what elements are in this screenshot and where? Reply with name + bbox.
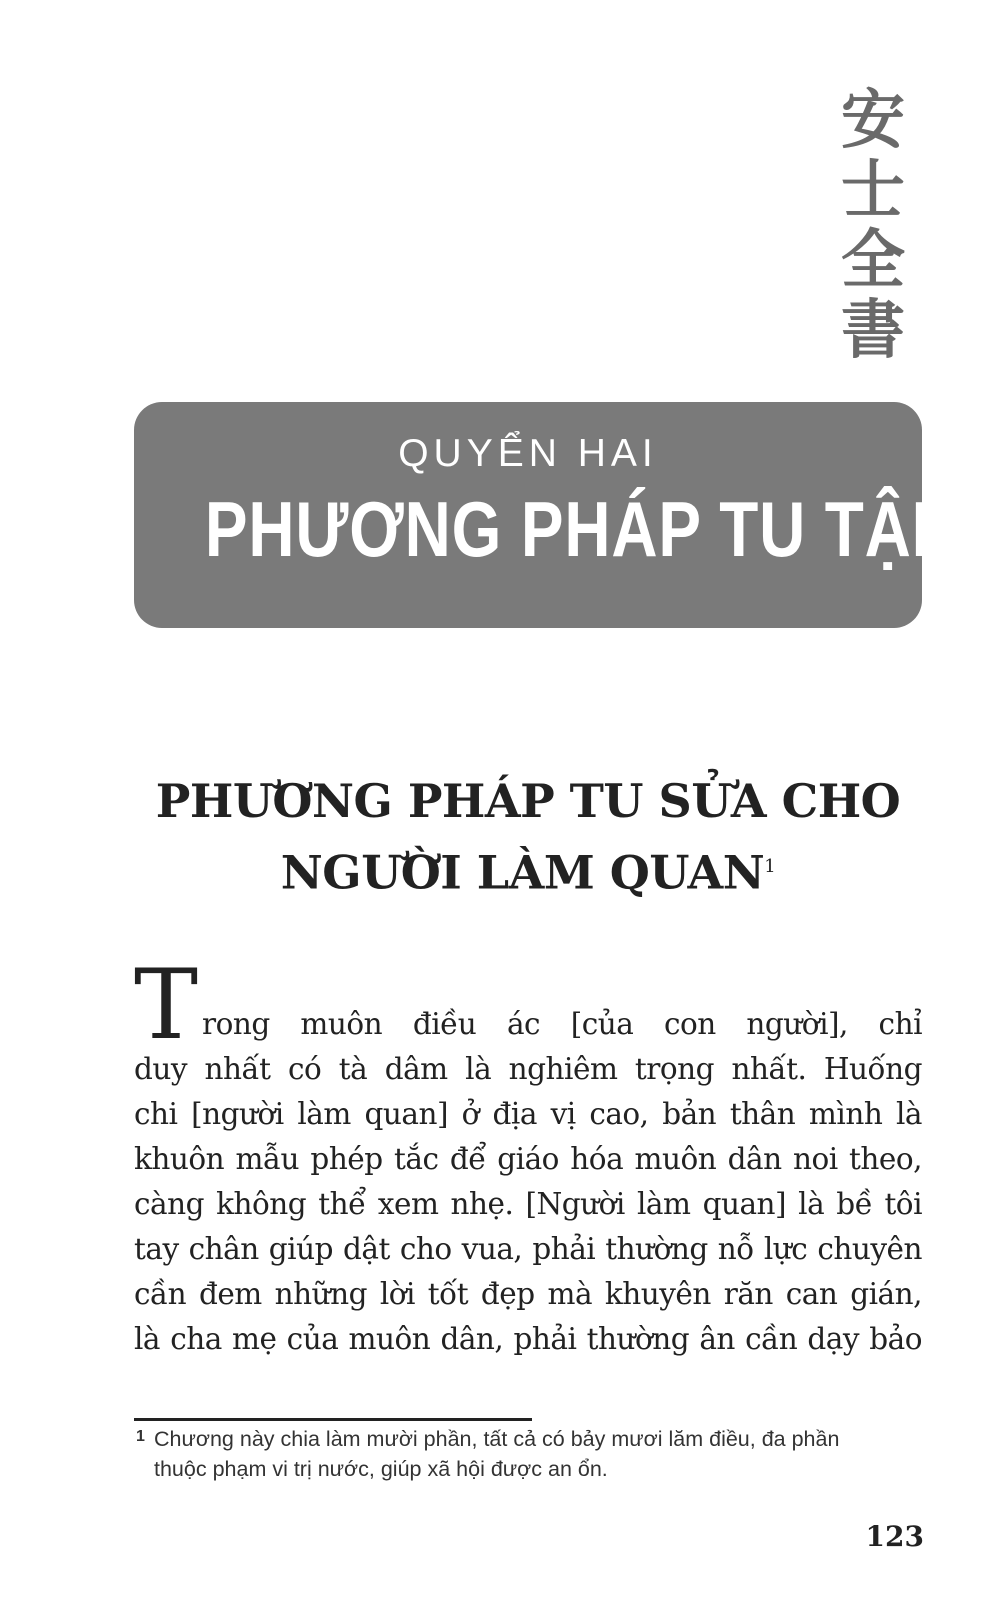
footnote-line-2: thuộc phạm vi trị nước, giúp xã hội được an ổn. xyxy=(154,1457,608,1481)
vertical-chinese-title xyxy=(828,83,918,368)
part-title: PHƯƠNG PHÁP TU TẬP xyxy=(204,485,956,573)
footnote-reference[interactable]: 1 xyxy=(764,856,776,877)
chapter-title-line-1: PHƯƠNG PHÁP TU SỬA CHO xyxy=(155,774,901,828)
footnote-divider xyxy=(134,1418,532,1421)
footnote-line-1: Chương này chia làm mười phần, tất cả có bảy mươi lăm điều, đa phần xyxy=(154,1427,840,1451)
body-line-5: càng không thể xem nhẹ. [Người làm quan] là bề tôi xyxy=(134,1187,922,1221)
body-paragraph xyxy=(134,949,922,1362)
part-subtitle: QUYỂN HAI xyxy=(398,432,658,475)
part-banner xyxy=(134,402,956,628)
body-line-4: khuôn mẫu phép tắc để giáo hóa muôn dân noi theo, xyxy=(134,1142,922,1176)
footnote xyxy=(134,1424,924,1484)
body-line-1: rong muôn điều ác [của con người], chỉ xyxy=(202,1007,922,1041)
chapter-title xyxy=(120,768,936,905)
chapter-title-line-2-wrap xyxy=(120,834,936,905)
chinese-char-2: 士 xyxy=(841,153,905,228)
body-line-3: chi [người làm quan] ở địa vị cao, bản thân mình là xyxy=(134,1097,922,1131)
chapter-title-line-2: NGƯỜI LÀM QUAN xyxy=(280,845,765,900)
page-number: 123 xyxy=(865,1520,924,1553)
body-line-6: tay chân giúp dật cho vua, phải thường nỗ lực chuyên xyxy=(134,1232,922,1266)
body-line-2: duy nhất có tà dâm là nghiêm trọng nhất. Huống xyxy=(134,1052,922,1086)
body-line-8: là cha mẹ của muôn dân, phải thường ân cần dạy bảo xyxy=(134,1322,922,1356)
chinese-char-3: 全 xyxy=(841,223,905,298)
drop-cap: T xyxy=(134,949,199,1061)
body-line-7: cần đem những lời tốt đẹp mà khuyên răn can gián, xyxy=(134,1277,922,1311)
chinese-char-1: 安 xyxy=(841,83,905,158)
chinese-char-4: 書 xyxy=(841,293,905,368)
footnote-text xyxy=(134,1424,924,1484)
footnote-mark: 1 xyxy=(136,1428,145,1445)
